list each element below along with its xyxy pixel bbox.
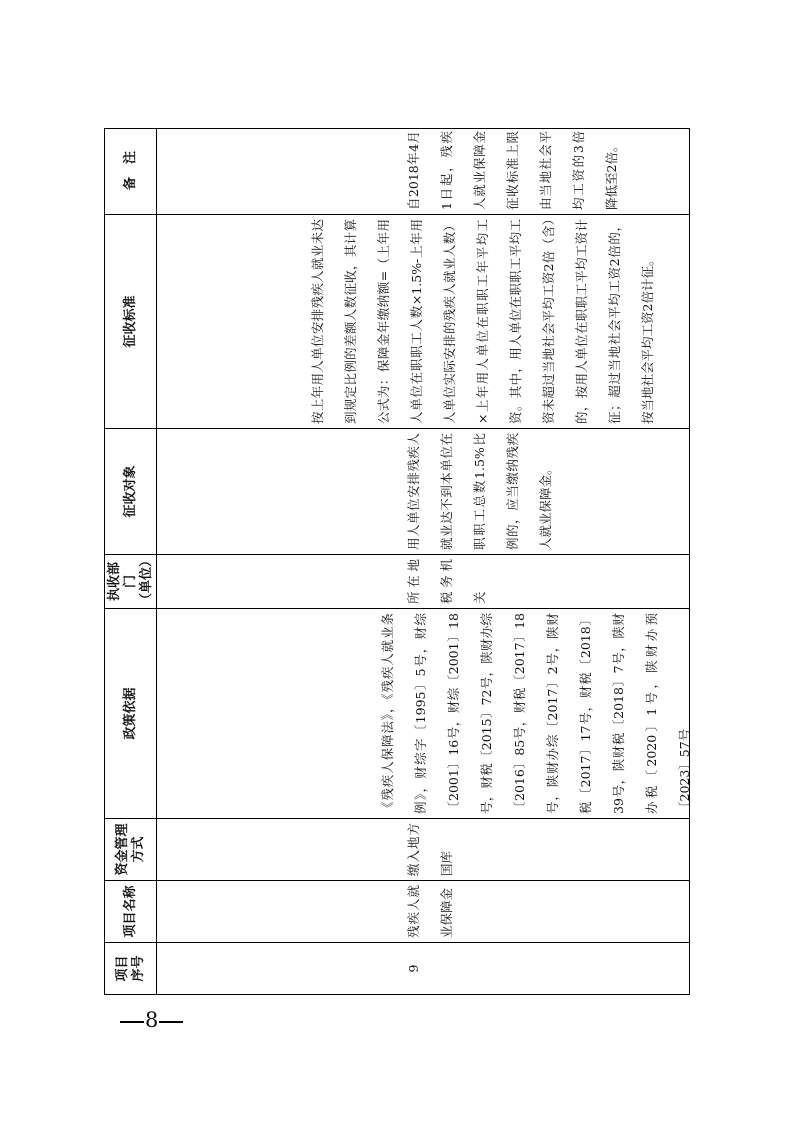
page-number: 8 xyxy=(119,1008,184,1032)
cell-seq: 9 xyxy=(157,942,689,994)
cell-standard: 按上年用人单位安排残疾人就业未达到规定比例的差额人数征收，其计算公式为：保障金年缴纳额=（上年用人单位在职职工人数×1.5%-上年用人单位实际安排的残疾人就业人数）×上年用人单位在职职工年平均工资。其中，用人单位在职职工平均工资未超过当地社会平均工资2倍（含）的，按用人单位在职职工平均工资计征；超过当地社会平均工资2倍的，按当地社会平均工资2倍计征。 xyxy=(157,214,689,428)
fee-table xyxy=(104,128,690,995)
cell-policy-basis: 《残疾人保障法》，《残疾人就业条例》，财综字〔1995〕5号，财综〔2001〕16号，财综〔2001〕18号，财税〔2015〕72号，陕财办综〔2016〕85号，财税〔2017〕18号，陕财办综〔2017〕2号，陕财税〔2017〕17号，财税〔2018〕39号，陕财税〔2018〕7号，陕财办税〔2020〕1号，陕财办预〔2023〕57号 xyxy=(157,608,689,818)
cell-remark: 自2018年4月1日起，残疾人就业保障金征收标准上限由当地社会平均工资的3倍降低至2倍。 xyxy=(406,131,619,210)
table-row xyxy=(157,129,692,994)
table-header-row xyxy=(105,129,157,994)
header-policy-basis: 政策依据 xyxy=(105,608,156,818)
header-name: 项目名称 xyxy=(105,880,156,942)
page-number-dash-left xyxy=(120,1021,144,1023)
cell-fund-mgmt: 缴入地方国库 xyxy=(157,818,689,880)
header-remark: 备 注 xyxy=(122,151,138,191)
header-seq: 项目 序号 xyxy=(105,942,156,994)
header-fund-mgmt: 资金管理 方式 xyxy=(105,818,156,880)
header-target: 征收对象 xyxy=(105,428,156,554)
cell-name: 残疾人就业保障金 xyxy=(157,880,689,942)
header-collecting-dept: 执收部门 （单位） xyxy=(105,554,156,608)
cell-collecting-dept: 所在地税务机关 xyxy=(157,554,689,608)
page-number-dash-right xyxy=(159,1021,183,1023)
cell-target: 用人单位安排残疾人就业达不到本单位在职职工总数1.5%比例的，应当缴纳残疾人就业保障金。 xyxy=(157,428,689,554)
header-standard: 征收标准 xyxy=(105,214,156,428)
